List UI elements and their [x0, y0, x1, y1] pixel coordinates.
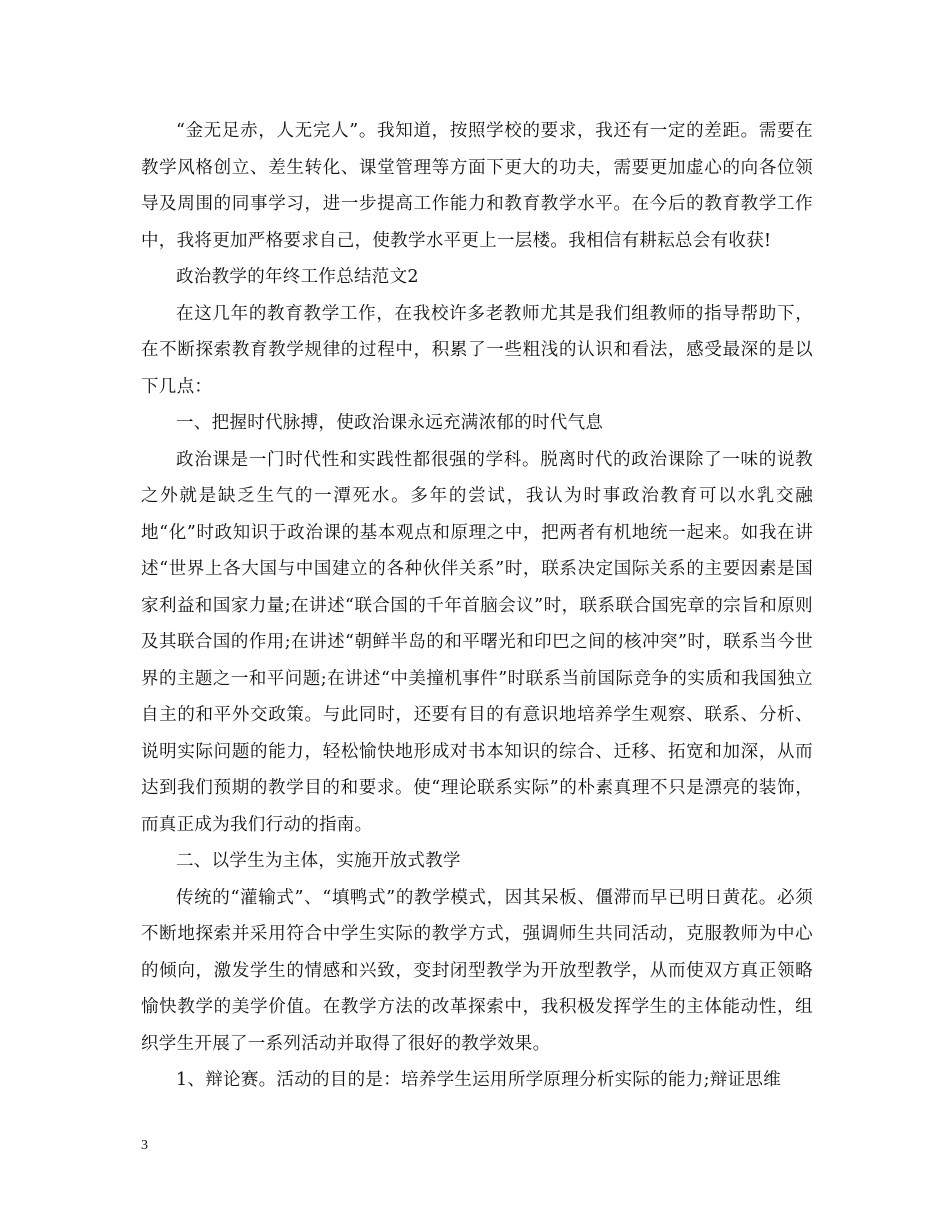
- paragraph-current-affairs: 政治课是一门时代性和实践性都很强的学科。脱离时代的政治课除了一味的说教之外就是缺乏生气的一潭死水。多年的尝试，我认为时事政治教育可以水乳交融地“化”时政知识于政治课的基本观点和原理之中，把两者有机地统一起来。如我在讲述“世界上各大国与中国建立的各种伙伴关系”时，联系决定国际关系的主要因素是国家利益和国家力量;在讲述“联合国的千年首脑会议”时，联系联合国宪章的宗旨和原则及其联合国的作用;在讲述“朝鲜半岛的和平曙光和印巴之间的核冲突”时，联系当今世界的主题之一和平问题;在讲述“中美撞机事件”时联系当前国际竞争的实质和我国独立自主的和平外交政策。与此同时，还要有目的有意识地培养学生观察、联系、分析、说明实际问题的能力，轻松愉快地形成对书本知识的综合、迁移、拓宽和加深，从而达到我们预期的教学目的和要求。使“理论联系实际”的朴素真理不只是漂亮的装饰，而真正成为我们行动的指南。: [141, 449, 813, 835]
- paragraph-open-teaching: 传统的“灌输式”、“填鸭式”的教学模式，因其呆板、僵滞而早已明日黄花。必须不断地探索并采用符合中学生实际的教学方式，强调师生共同活动，克服教师为中心的倾向，激发学生的情感和兴致，变封闭型教学为开放型教学，从而使双方真正领略愉快教学的美学价值。在教学方法的改革探索中，我积极发挥学生的主体能动性，组织学生开展了一系列活动并取得了很好的教学效果。: [141, 887, 813, 1054]
- section-heading-one: 一、把握时代脉搏，使政治课永远充满浓郁的时代气息: [176, 413, 604, 433]
- section-heading-two: 二、以学生为主体，实施开放式教学: [176, 851, 461, 871]
- section-heading-title: 政治教学的年终工作总结范文2: [176, 267, 419, 287]
- document-body: [141, 113, 813, 1099]
- paragraph-closing-remarks: “金无足赤，人无完人”。我知道，按照学校的要求，我还有一定的差距。需要在教学风格创立、差生转化、课堂管理等方面下更大的功夫，需要更加虚心的向各位领导及周围的同事学习，进一步提高工作能力和教育教学水平。在今后的教育教学工作中，我将更加严格要求自己，使教学水平更上一层楼。我相信有耕耘总会有收获!: [141, 121, 813, 251]
- page-number: 3: [141, 1138, 148, 1153]
- paragraph-intro: 在这几年的教育教学工作，在我校许多老教师尤其是我们组教师的指导帮助下，在不断探索教育教学规律的过程中，积累了一些粗浅的认识和看法，感受最深的是以下几点：: [141, 303, 813, 397]
- paragraph-debate: 1、辩论赛。活动的目的是：培养学生运用所学原理分析实际的能力;辩证思维: [176, 1070, 782, 1090]
